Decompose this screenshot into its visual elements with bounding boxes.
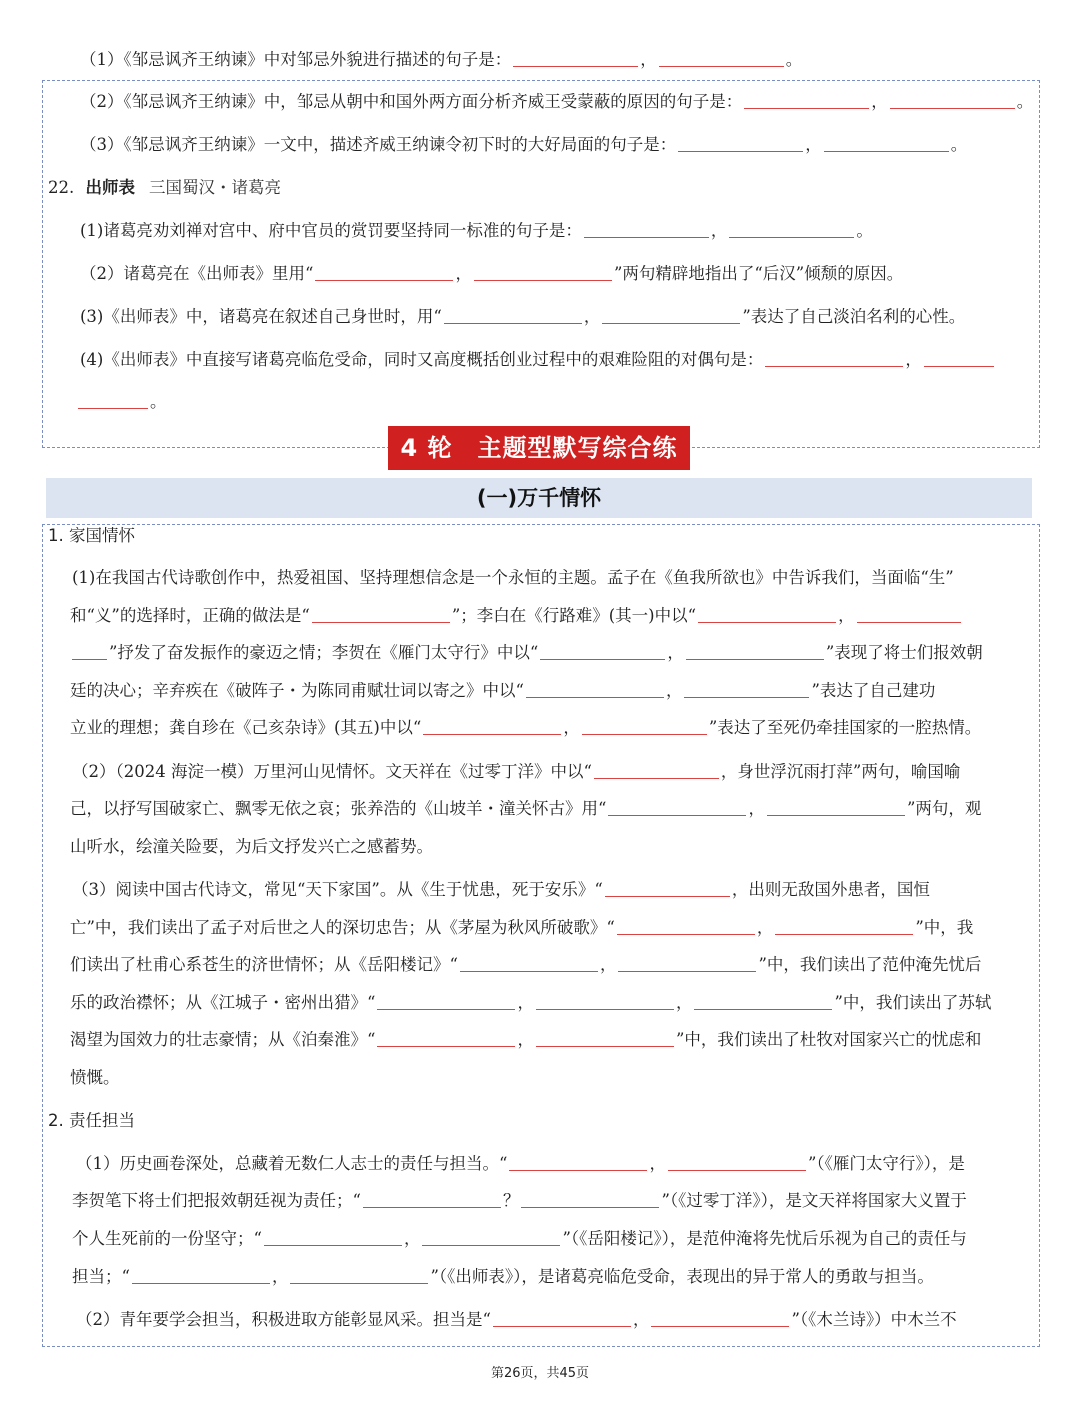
answer-blank[interactable] <box>582 720 707 735</box>
punctuation: 。 <box>1016 92 1034 111</box>
punctuation: ， <box>710 221 728 240</box>
punctuation: ， <box>805 135 822 154</box>
punctuation: ， <box>563 718 580 737</box>
text: ，身世浮沉雨打萍”两句，喻国喻 <box>720 762 961 781</box>
question-number: 22. <box>48 178 75 197</box>
punctuation: ， <box>649 1154 666 1173</box>
answer-blank[interactable] <box>423 720 561 735</box>
s2-p1-line4 <box>72 1265 934 1289</box>
answer-blank[interactable] <box>509 1156 647 1171</box>
answer-blank[interactable] <box>460 957 598 972</box>
question-chushibiao-1 <box>80 219 873 243</box>
poem-author: 三国蜀汉・诸葛亮 <box>149 178 281 197</box>
text: 己，以抒写国破家亡、飘零无依之哀；张养浩的《山坡羊・潼关怀古》用“ <box>70 799 607 818</box>
punctuation: ， <box>632 1310 650 1329</box>
answer-blank[interactable] <box>668 1156 806 1171</box>
punctuation: ， <box>583 307 601 326</box>
answer-blank[interactable] <box>651 1312 789 1327</box>
section-title: (一)万千情怀 <box>46 478 1032 518</box>
punctuation: ， <box>756 918 774 937</box>
answer-blank[interactable] <box>602 309 740 324</box>
question-text: （2）《邹忌讽齐王纳谏》中，邹忌从朝中和国外两方面分析齐威王受蒙蔽的原因的句子是： <box>80 92 743 111</box>
s1-p1-line4 <box>70 679 935 703</box>
punctuation: ， <box>640 50 657 69</box>
question-zouji-3 <box>80 133 967 157</box>
text: 渴望为国效力的壮志豪情；从《泊秦淮》“ <box>70 1030 376 1049</box>
text: ”；李白在《行路难》(其一)中以“ <box>451 606 697 625</box>
answer-blank[interactable] <box>605 882 730 897</box>
question-text: (3)《出师表》中，诸葛亮在叙述自己身世时，用“ <box>80 307 442 326</box>
text: 和“义”的选择时，正确的做法是“ <box>70 606 310 625</box>
question-text: (4)《出师表》中直接写诸葛亮临危受命，同时又高度概括创业过程中的艰难险阻的对偶句是： <box>80 350 764 369</box>
s2-p1-line3 <box>72 1227 967 1251</box>
s1-p3-line3 <box>70 953 981 977</box>
answer-blank[interactable] <box>584 223 709 238</box>
punctuation: ， <box>748 799 765 818</box>
text: ”中，我们读出了范仲淹先忧后 <box>758 955 982 974</box>
question-text: (1)诸葛亮劝刘禅对宫中、府中官员的赏罚要坚持同一标准的句子是： <box>80 221 582 240</box>
question-text: （3）《邹忌讽齐王纳谏》一文中，描述齐威王纳谏令初下时的大好局面的句子是： <box>80 135 677 154</box>
text: （1）历史画卷深处，总藏着无数仁人志士的责任与担当。“ <box>76 1154 508 1173</box>
s1-p3-line4 <box>70 991 991 1015</box>
page-footer: 第26页，共45页 <box>490 1366 590 1381</box>
s2-p1-line1 <box>76 1152 965 1176</box>
punctuation: ， <box>667 643 684 662</box>
round-badge-text: 4 轮 主题型默写综合练 <box>400 434 678 462</box>
question-zouji-2 <box>80 90 1033 114</box>
heading-responsibility: 2. 责任担当 <box>48 1111 135 1130</box>
punctuation: ？ <box>502 1191 520 1210</box>
text: ”（《木兰诗》）中木兰不 <box>791 1310 957 1329</box>
text: ”（《雁门太守行》），是 <box>807 1154 965 1173</box>
answer-blank[interactable] <box>618 957 756 972</box>
answer-blank[interactable] <box>744 94 869 109</box>
punctuation: ， <box>599 955 617 974</box>
s1-p2-line3: 山听水，绘潼关险要，为后文抒发兴亡之感蓄势。 <box>70 837 433 856</box>
answer-blank[interactable] <box>377 1032 515 1047</box>
poem-title: 出师表 <box>85 178 135 197</box>
punctuation: ， <box>675 993 693 1012</box>
answer-blank[interactable] <box>659 52 784 67</box>
answer-blank[interactable] <box>617 920 755 935</box>
chushibiao-heading <box>48 176 281 200</box>
s1-p3-line2 <box>70 916 973 940</box>
text: 廷的决心；辛弃疾在《破阵子・为陈同甫赋壮词以寄之》中以“ <box>70 681 524 700</box>
answer-blank[interactable] <box>521 1193 659 1208</box>
answer-blank[interactable] <box>315 266 453 281</box>
answer-blank[interactable] <box>608 801 746 816</box>
text: 乐的政治襟怀；从《江城子・密州出猎》“ <box>70 993 376 1012</box>
s1-p3-line6: 愤慨。 <box>70 1068 120 1087</box>
heading-family-country: 1. 家国情怀 <box>48 526 135 545</box>
answer-blank[interactable] <box>474 266 612 281</box>
punctuation: ， <box>871 92 888 111</box>
text: 立业的理想；龚自珍在《己亥杂诗》(其五)中以“ <box>70 718 422 737</box>
text: ”（《岳阳楼记》），是范仲淹将先忧后乐视为自己的责任与 <box>562 1229 967 1248</box>
question-text: （1）《邹忌讽齐王纳谏》中对邹忌外貌进行描述的句子是： <box>80 50 512 69</box>
text: ”表达了自己建功 <box>811 681 936 700</box>
s1-p1-line2 <box>70 604 963 628</box>
text: 李贺笔下将士们把报效朝廷视为责任；“ <box>72 1191 361 1210</box>
text: ”表达了至死仍牵挂国家的一腔热情。 <box>708 718 982 737</box>
answer-blank[interactable] <box>594 764 719 779</box>
answer-blank[interactable] <box>698 608 836 623</box>
answer-blank[interactable] <box>493 1312 631 1327</box>
answer-blank[interactable] <box>312 608 450 623</box>
s1-p3-line1 <box>72 878 930 902</box>
s1-p2-line2 <box>70 797 981 821</box>
punctuation: ， <box>517 1030 534 1049</box>
question-zouji-1 <box>80 46 802 70</box>
answer-blank[interactable] <box>765 352 903 367</box>
answer-blank[interactable] <box>686 645 824 660</box>
answer-blank[interactable] <box>678 137 803 152</box>
answer-blank[interactable] <box>536 995 674 1010</box>
s2-p1-line2 <box>72 1189 967 1213</box>
punctuation: ， <box>455 264 472 283</box>
answer-blank[interactable] <box>363 1193 501 1208</box>
punctuation: 。 <box>856 221 873 240</box>
punctuation: ， <box>905 350 922 369</box>
answer-blank[interactable] <box>264 1231 402 1246</box>
answer-blank[interactable] <box>444 309 582 324</box>
question-chushibiao-4-cont <box>76 390 167 414</box>
text: （2）（2024 海淀一模）万里河山见情怀。文天祥在《过零丁洋》中以“ <box>72 762 592 781</box>
text: ，出则无敌国外患者，国恒 <box>731 880 930 899</box>
text: ”两句，观 <box>906 799 982 818</box>
answer-blank[interactable] <box>132 1269 270 1284</box>
text: ”表现了将士们报效朝 <box>825 643 983 662</box>
text: ”（《出师表》），是诸葛亮临危受命，表现出的异于常人的勇敢与担当。 <box>430 1267 934 1286</box>
text: 个人生死前的一份坚守；“ <box>72 1229 262 1248</box>
text: ”中，我们读出了杜牧对国家兴亡的忧虑和 <box>675 1030 982 1049</box>
text: ”（《过零丁洋》），是文天祥将国家大义置于 <box>661 1191 967 1210</box>
answer-blank[interactable] <box>536 1032 674 1047</box>
answer-blank[interactable] <box>775 920 913 935</box>
punctuation: ， <box>838 606 855 625</box>
punctuation: ， <box>665 681 683 700</box>
punctuation: 。 <box>950 135 968 154</box>
text: 担当；“ <box>72 1267 130 1286</box>
s1-p2-line1 <box>72 760 960 784</box>
answer-blank[interactable] <box>890 94 1015 109</box>
question-text: ”两句精辟地指出了“后汉”倾颓的原因。 <box>613 264 904 283</box>
s1-p1-line5 <box>70 716 981 740</box>
text: （2）青年要学会担当，积极进取方能彰显风采。担当是“ <box>76 1310 491 1329</box>
answer-blank[interactable] <box>729 223 854 238</box>
answer-blank[interactable] <box>824 137 949 152</box>
text: ”中，我们读出了苏轼 <box>834 993 992 1012</box>
answer-blank[interactable] <box>513 52 638 67</box>
answer-blank[interactable] <box>857 608 961 623</box>
answer-blank[interactable] <box>422 1231 560 1246</box>
answer-blank[interactable] <box>72 645 107 660</box>
s1-p3-line5 <box>70 1028 981 1052</box>
answer-blank[interactable] <box>377 995 515 1010</box>
text: ”抒发了奋发振作的豪迈之情；李贺在《雁门太守行》中以“ <box>109 643 539 662</box>
answer-blank[interactable] <box>767 801 905 816</box>
question-chushibiao-2 <box>80 262 903 286</box>
question-chushibiao-4 <box>80 348 996 372</box>
punctuation: 。 <box>150 392 167 411</box>
answer-blank[interactable] <box>540 645 665 660</box>
question-text: ”表达了自己淡泊名利的心性。 <box>742 307 966 326</box>
text: ”中，我 <box>915 918 974 937</box>
round-badge <box>388 426 690 470</box>
question-text: （2）诸葛亮在《出师表》里用“ <box>80 264 314 283</box>
s2-p2-line1 <box>76 1308 957 1332</box>
answer-blank[interactable] <box>924 352 994 367</box>
answer-blank[interactable] <box>78 394 148 409</box>
answer-blank[interactable] <box>684 683 809 698</box>
punctuation: ， <box>403 1229 421 1248</box>
s1-p1-line3 <box>70 641 983 665</box>
text: 们读出了杜甫心系苍生的济世情怀；从《岳阳楼记》“ <box>70 955 458 974</box>
text: （3）阅读中国古代诗文，常见“天下家国”。从《生于忧患，死于安乐》“ <box>72 880 603 899</box>
punctuation: 。 <box>785 50 803 69</box>
answer-blank[interactable] <box>694 995 832 1010</box>
text: 亡”中，我们读出了孟子对后世之人的深切忠告；从《茅屋为秋风所破歌》“ <box>70 918 615 937</box>
question-chushibiao-3 <box>80 305 965 329</box>
answer-blank[interactable] <box>526 683 664 698</box>
punctuation: ， <box>271 1267 289 1286</box>
punctuation: ， <box>517 993 534 1012</box>
s1-p1-line1: (1)在我国古代诗歌创作中，热爱祖国、坚持理想信念是一个永恒的主题。孟子在《鱼我所欲也》中告诉我们，当面临“生” <box>72 568 954 587</box>
answer-blank[interactable] <box>290 1269 428 1284</box>
